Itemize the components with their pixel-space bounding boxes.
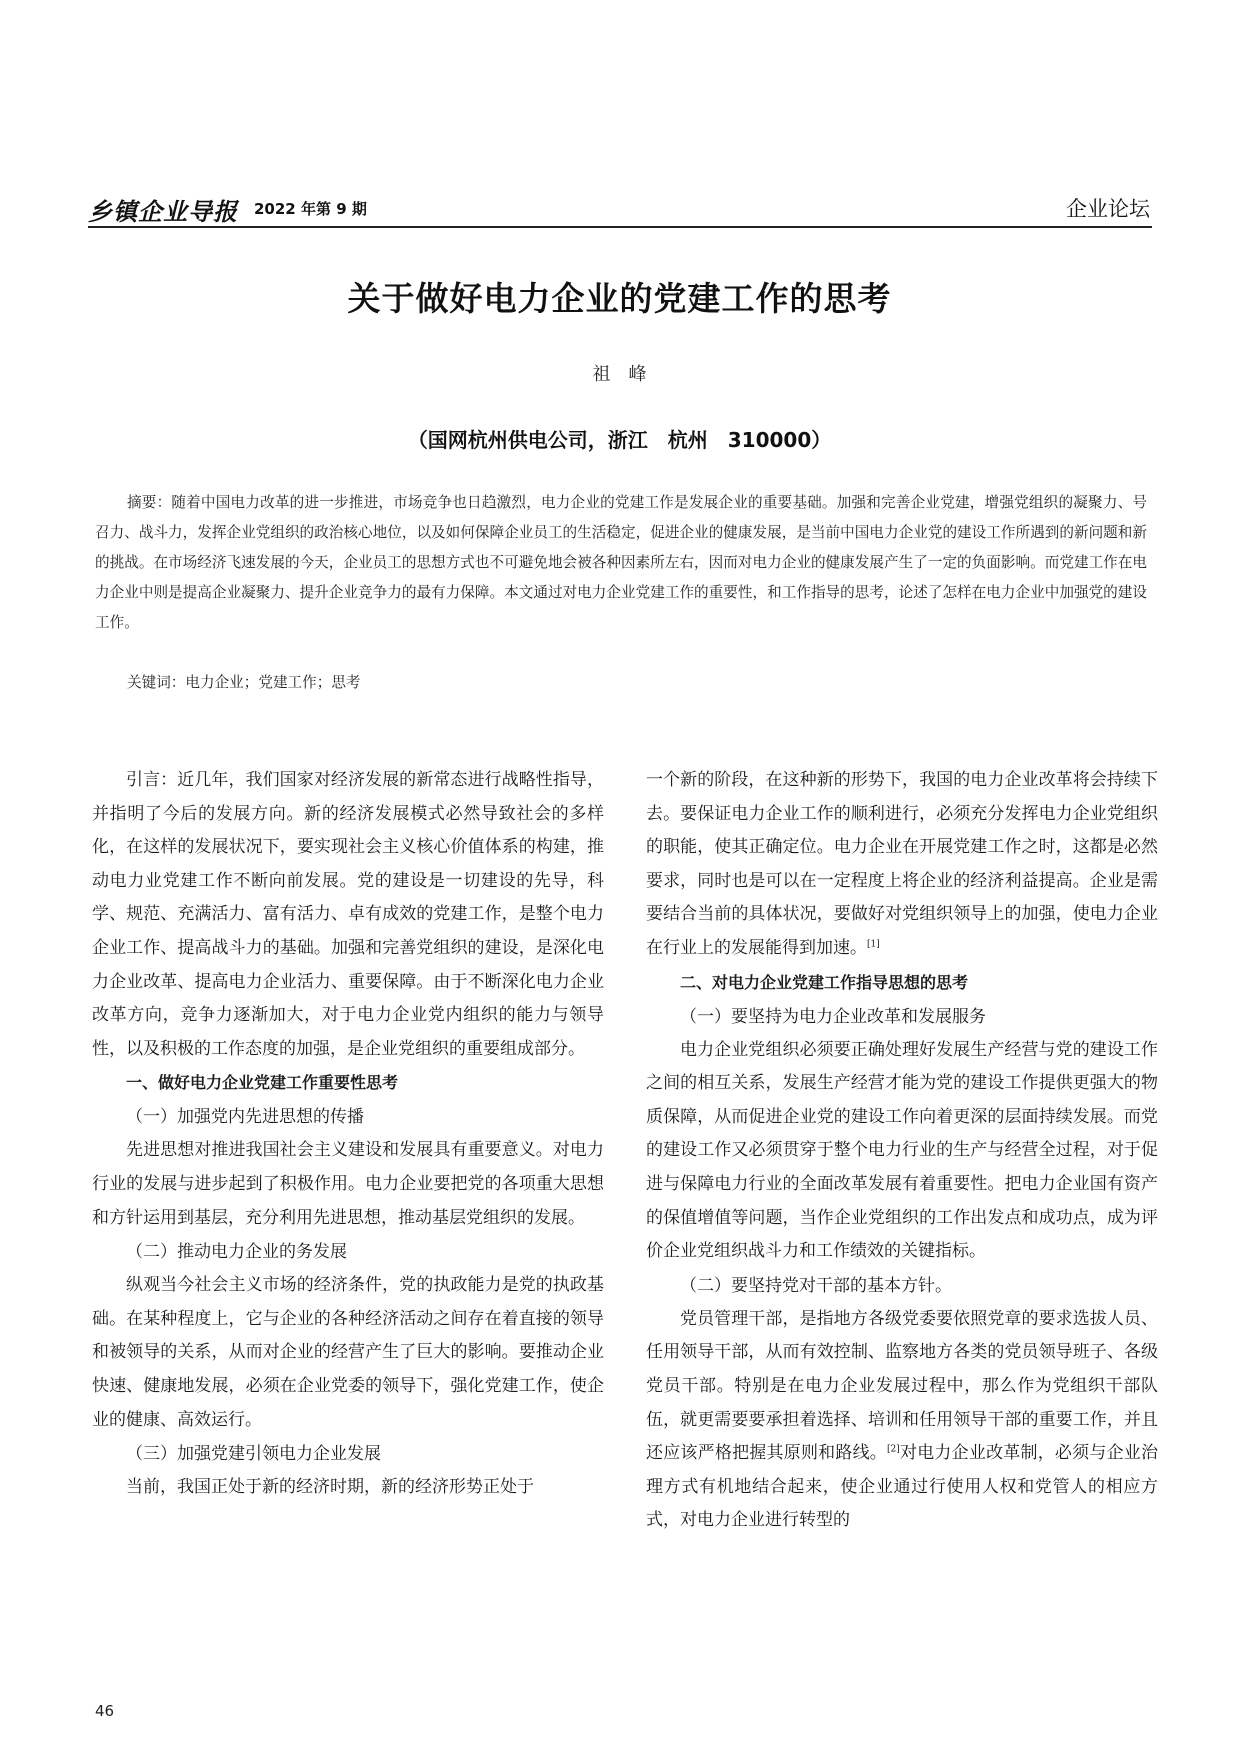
abstract: 摘要：随着中国电力改革的进一步推进，市场竞争也日趋激烈，电力企业的党建工作是发展企业的重要基础。加强和完善企业党建，增强党组织的凝聚力、号召力、战斗力，发挥企业党组织的政治核心地位，以及如何保障企业员工的生活稳定，促进企业的健康发展，是当前中国电力企业党的建设工作所遇到的新问题和新的挑战。在市场经济飞速发展的今天，企业员工的思想方式也不可避免地会被各种因素所左右，因而对电力企业的健康发展产生了一定的负面影响。而党建工作在电力企业中则是提高企业凝聚力、提升企业竞争力的最有力保障。本文通过对电力企业党建工作的重要性，和工作指导的思考，论述了怎样在电力企业中加强党的建设工作。 (95, 494, 1147, 631)
section-heading-1: 一、做好电力企业党建工作重要性思考 (126, 1073, 399, 1093)
right-column (646, 764, 1158, 1538)
left-column (92, 764, 604, 1505)
issue-label: 2022 年第 9 期 (254, 200, 367, 218)
paragraph-2-2-b: 对电力企业改革制，必须与企业治理方式有机地结合起来，使企业通过行使用人权和党管人的相应方式，对电力企业进行转型的 (646, 1443, 1159, 1531)
paragraph-2-2-a: 党员管理干部，是指地方各级党委要依照党章的要求选拔人员、任用领导干部，从而有效控制、监察地方各类的党员领导班子、各级党员干部。特别是在电力企业发展过程中，那么作为党组织干部队伍，就更需要要承担着选择、培训和任用领导干部的重要工作，并且还应该严格把握其原则和路线。 (646, 1308, 1158, 1464)
author-name: 祖 峰 (592, 364, 647, 385)
paragraph-1-3: 当前，我国正处于新的经济时期，新的经济形势正处于 (126, 1477, 534, 1498)
article-title: 关于做好电力企业的党建工作的思考 (347, 279, 892, 318)
author-affiliation: （国网杭州供电公司，浙江 杭州 310000） (407, 428, 832, 452)
keywords: 关键词：电力企业；党建工作；思考 (127, 674, 361, 691)
subheading-1-3: （三）加强党建引领电力企业发展 (126, 1444, 381, 1465)
paragraph-2-1: 电力企业党组织必须要正确处理好发展生产经营与党的建设工作之间的相互关系，发展生产经营才能为党的建设工作提供更强大的物质保障，从而促进企业党的建设工作向着更深的层面持续发展。而党的建设工作又必须贯穿于整个电力行业的生产与经营全过程，对于促进与保障电力行业的全面改革发展有着重要性。把电力企业国有资产的保值增值等问题，当作企业党组织的工作出发点和成功点，成为评价企业党组织战斗力和工作绩效的关键指标。 (646, 1039, 1158, 1262)
subheading-1-1: （一）加强党内先进思想的传播 (126, 1107, 364, 1128)
intro-paragraph: 引言：近几年，我们国家对经济发展的新常态进行战略性指导，并指明了今后的发展方向。新的经济发展模式必然导致社会的多样化，在这样的发展状况下，要实现社会主义核心价值体系的构建，推动电力业党建工作不断向前发展。党的建设是一切建设的先导，科学、规范、充满活力、富有活力、卓有成效的党建工作，是整个电力企业工作、提高战斗力的基础。加强和完善党组织的建设，是深化电力企业改革、提高电力企业活力、重要保障。由于不断深化电力企业改革方向，竞争力逐渐加大，对于电力企业党内组织的能力与领导性，以及积极的工作态度的加强，是企业党组织的重要组成部分。 (92, 770, 604, 1059)
citation-2: [2] (887, 1444, 900, 1455)
journal-name: 乡镇企业导报 (88, 198, 238, 226)
paragraph-1-2: 纵观当今社会主义市场的经济条件，党的执政能力是党的执政基础。在某种程度上，它与企业的各种经济活动之间存在着直接的领导和被领导的关系，从而对企业的经营产生了巨大的影响。要推动企业快速、健康地发展，必须在企业党委的领导下，强化党建工作，使企业的健康、高效运行。 (92, 1275, 604, 1430)
section-label: 企业论坛 (1066, 197, 1150, 221)
citation-1: [1] (867, 939, 880, 950)
subheading-2-1: （一）要坚持为电力企业改革和发展服务 (680, 1006, 986, 1027)
paragraph-1-1: 先进思想对推进我国社会主义建设和发展具有重要意义。对电力行业的发展与进步起到了积极作用。电力企业要把党的各项重大思想和方针运用到基层，充分利用先进思想，推动基层党组织的发展。 (92, 1140, 604, 1228)
paragraph-continued (646, 764, 1158, 966)
paragraph-2-2 (646, 1303, 1158, 1538)
subheading-2-2: （二）要坚持党对干部的基本方针。 (680, 1275, 952, 1296)
running-header (88, 194, 1152, 228)
subheading-1-2: （二）推动电力企业的务发展 (126, 1242, 347, 1263)
page-number: 46 (95, 1702, 115, 1720)
paragraph-continued-text: 一个新的阶段，在这种新的形势下，我国的电力企业改革将会持续下去。要保证电力企业工作的顺利进行，必须充分发挥电力企业党组织的职能，使其正确定位。电力企业在开展党建工作之时，这都是必然要求，同时也是可以在一定程度上将企业的经济利益提高。企业是需要结合当前的具体状况，要做好对党组织领导上的加强，使电力企业在行业上的发展能得到加速。 (646, 770, 1158, 958)
section-heading-2: 二、对电力企业党建工作指导思想的思考 (680, 972, 969, 992)
